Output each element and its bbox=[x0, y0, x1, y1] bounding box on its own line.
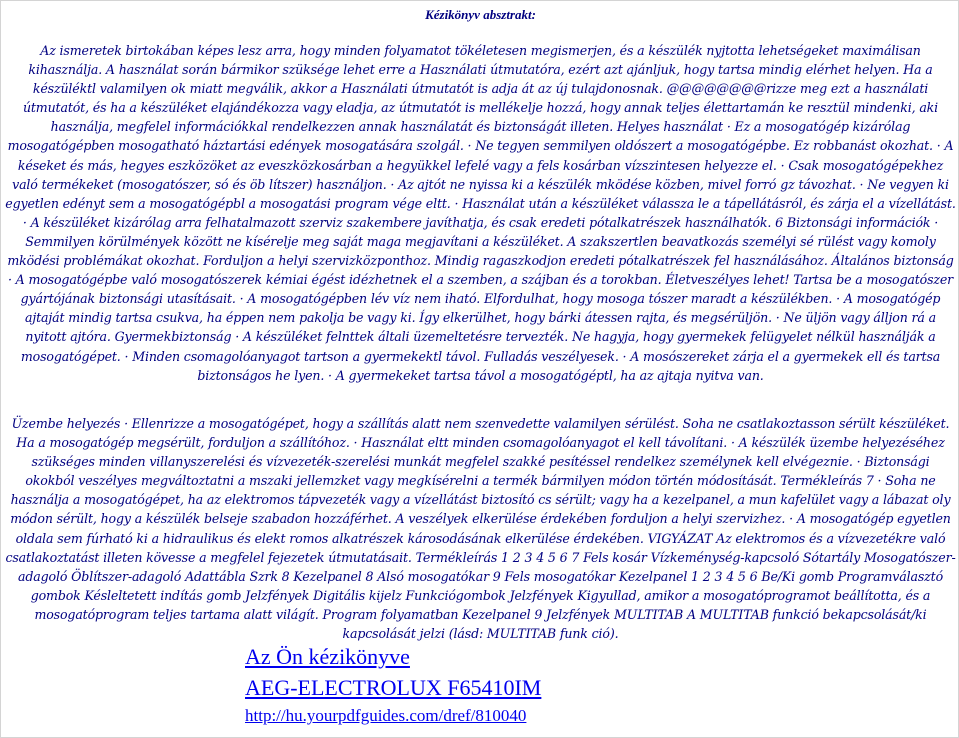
page-title: Kézikönyv absztrakt: bbox=[425, 7, 536, 22]
manual-link-block bbox=[245, 643, 645, 727]
manual-model-link[interactable]: AEG-ELECTROLUX F65410IM bbox=[245, 675, 542, 700]
manual-url-link[interactable]: http://hu.yourpdfguides.com/dref/810040 bbox=[245, 706, 527, 725]
abstract-paragraph-1: Az ismeretek birtokában képes lesz arra, hogy minden folyamatot tökéletesen megismerjen, és a készülék nyjtotta lehetségeket maximálisan kihasználja. A használat során bármikor szüksége lehet erre a Használati útmutatóra, ezért azt ajánljuk, hogy tartsa mindig elérhet helyen. Ha a készüléktl valamilyen ok miatt megválik, akkor a Használati útmutatót is adja át az új tulajdonosnak. @@@@@@@@rizze meg ezt a használati útmutatót, és ha a készüléket elajándékozza vagy eladja, az útmutatót is mellékelje hozzá, hogy annak teljes élettartamán ke resztül mindenki, aki használja, megfelel információkkal rendelkezzen annak használatát és biztonságát illeten. Helyes használat · Ez a mosogatógép kizárólag mosogatógépben mosogatható háztartási edények mosogatására szolgál. · Ne tegyen semmilyen oldószert a mosogatógépbe. Ez robbanást okozhat. · A késeket és más, hegyes eszközöket az eveszközkosárban a hegyükkel lefelé vagy a fels kosárban vízszintesen helyezze el. · Csak mosogatógépekhez való termékeket (mosogatószer, só és öb lítszer) használjon. · Az ajtót ne nyissa ki a készülék mködése közben, mivel forró gz távozhat. · Ne vegyen ki egyetlen edényt sem a mosogatógépbl a mosogatási program vége eltt. · Használat után a készüléket válassza le a tápellátásról, és zárja el a vízellátást. · A készüléket kizárólag arra felhatalmazott szerviz szakembere javíthatja, és csak eredeti pótalkatrészek használhatók. 6 Biztonsági információk · Semmilyen körülmények között ne kísérelje meg saját maga megjavítani a készüléket. A szakszertlen beavatkozás személyi sé rülést vagy komoly mködési problémákat okozhat. Forduljon a helyi szervizközponthoz. Mindig ragaszkodjon eredeti pótalkatrészek fel használásához. Általános biztonság · A mosogatógépbe való mosogatószerek kémiai égést idézhetnek el a szemben, a szájban és a torokban. Életveszélyes lehet! Tartsa be a mosogatószer gyártójának biztonsági utasításait. · A mosogatógépben lév víz nem iható. Elfordulhat, hogy mosoga tószer maradt a készülékben. · A mosogatógép ajtaját mindig tartsa csukva, ha éppen nem pakolja be vagy ki. Így elkerülhet, hogy bárki átessen rajta, és megsérüljön. · Ne üljön vagy álljon rá a nyitott ajtóra. Gyermekbiztonság · A készüléket felnttek általi üzemeltetésre tervezték. Ne hagyja, hogy gyermekek felügyelet nélkül használják a mosogatógépet. · Minden csomagolóanyagot tartson a gyermekektl távol. Fulladás veszélyesek. · A mosószereket zárja el a gyermekek ell és tartsa biztonságos he lyen. · A gyermekeket tartsa távol a mosogatógéptl, ha az ajtaja nyitva van. bbox=[5, 43, 956, 383]
manual-heading-link[interactable]: Az Ön kézikönyve bbox=[245, 644, 410, 669]
abstract-paragraph-2: Üzembe helyezés · Ellenrizze a mosogatógépet, hogy a szállítás alatt nem szenvedette valamilyen sérülést. Soha ne csatlakoztasson sérült készüléket. Ha a mosogatógép megsérült, forduljon a szállítóhoz. · Használat eltt minden csomagolóanyagot el kell távolítani. · A készülék üzembe helyezéséhez szükséges minden villanyszerelési és vízvezeték-szerelési munkát megfelel szakké pesítéssel rendelkez személynek kell elvégeznie. · Biztonsági okokból veszélyes megváltoztatni a mszaki jellemzket vagy megkísérelni a termék bármilyen módon történ módosítását. Termékleírás 7 · Soha ne használja a mosogatógépet, ha az elektromos tápvezeték vagy a vízellátást biztosító cs sérült; vagy ha a kezelpanel, a mun kafelület vagy a lábazat oly módon sérült, hogy a készülék belseje szabadon hozzáférhet. A veszélyek elkerülése érdekében forduljon a helyi szervizhez. · A mosogatógép egyetlen oldala sem fúrható ki a hidraulikus és elekt romos alkatrészek károsodásának elkerülése érdekében. VIGYÁZAT Az elektromos és a vízvezetékre való csatlakoztatást illeten kövesse a megfelel fejezetek útmutatásait. Termékleírás 1 2 3 4 5 6 7 Fels kosár Vízkeménység-kapcsoló Sótartály Mosogatószer-adagoló Öblítszer-adagoló Adattábla Szrk 8 Kezelpanel 8 Alsó mosogatókar 9 Fels mosogatókar Kezelpanel 1 2 3 4 5 6 Be/Ki gomb Programválasztó gombok Késleltetett indítás gomb Jelzfények Digitális kijelz Funkciógombok Jelzfények Kigyullad, amikor a mosogatóprogramot beállította, és a mosogatóprogram teljes tartama alatt világít. Program folyamatban Kezelpanel 9 Jelzfények MULTITAB A MULTITAB funkció bekapcsolását/ki kapcsolását jelzi (lásd: MULTITAB funk ció). bbox=[5, 416, 956, 642]
